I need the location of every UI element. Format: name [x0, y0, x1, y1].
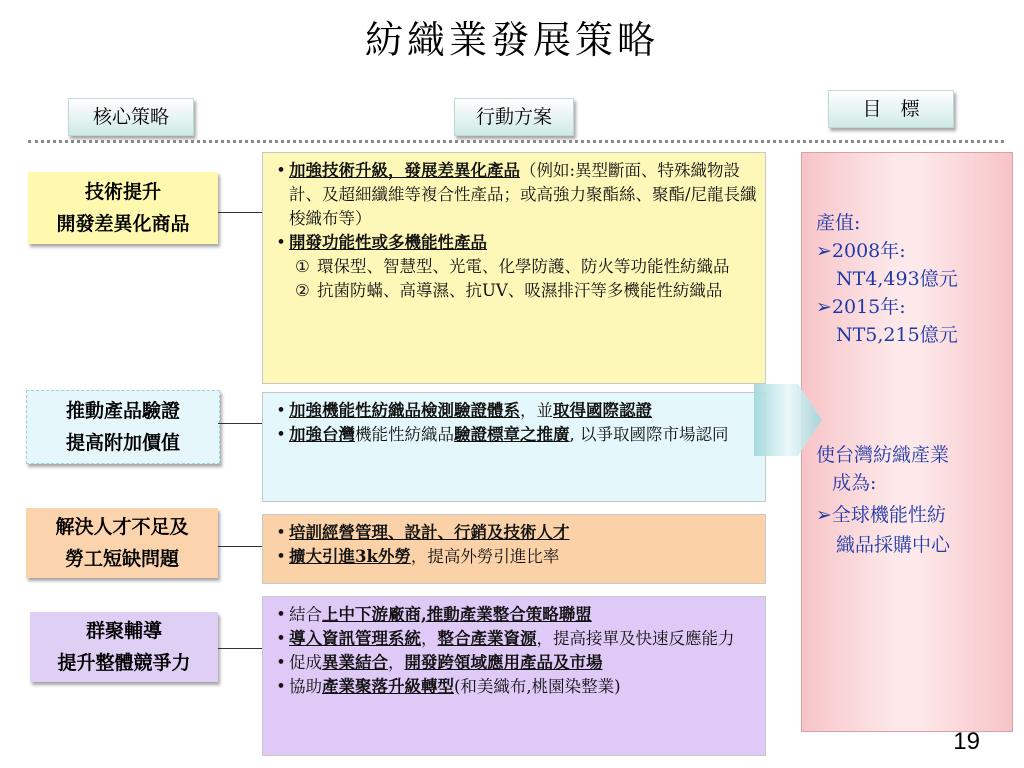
action-item — [273, 603, 757, 627]
strategy-line: 推動產品驗證 — [65, 400, 180, 422]
action-box-talent — [262, 514, 766, 584]
strategy-line: 開發差異化商品 — [56, 213, 190, 235]
action-item — [273, 627, 757, 651]
action-box-technology — [262, 152, 766, 384]
circled-number: ① — [295, 257, 310, 276]
circled-number: ② — [295, 281, 310, 300]
strategy-box-talent — [26, 508, 218, 578]
action-text: ，提高外勞引進比率 — [410, 547, 560, 566]
connector-line — [218, 648, 262, 649]
goal-box — [801, 152, 1013, 732]
action-key-phrase: 加強機能性紡織品檢測驗證體系 — [289, 401, 520, 420]
page-number: 19 — [953, 728, 980, 755]
connector-line — [218, 423, 262, 424]
goal-vision-line: 織品採購中心 — [836, 534, 951, 556]
action-text: ， — [388, 653, 405, 672]
action-item — [273, 399, 757, 423]
action-key-phrase: 培訓經營管理、設計、行銷及技術人才 — [289, 523, 570, 542]
action-text: 結合 — [289, 605, 322, 624]
action-item — [273, 159, 757, 231]
action-text: 促成 — [289, 653, 322, 672]
bullet-icon: • — [276, 677, 286, 696]
connector-line — [218, 546, 262, 547]
divider-dotted-line — [28, 140, 1004, 143]
goal-year-2008: ➢2008年: — [816, 240, 906, 262]
action-key-phrase: 異業結合 — [322, 653, 388, 672]
strategy-box-cluster — [30, 612, 218, 682]
goal-vision-line: 成為: — [832, 472, 877, 494]
goal-output-label: 產值: — [816, 212, 861, 234]
action-box-cluster — [262, 596, 766, 756]
goal-value-2008: NT4,493億元 — [836, 268, 958, 290]
action-text: ，提高接單及快速反應能力 — [536, 629, 735, 648]
action-text: 環保型、智慧型、光電、化學防護、防火等功能性紡織品 — [317, 257, 730, 276]
action-text: (和美織布,桃園染整業) — [454, 677, 621, 696]
action-text: ， — [421, 629, 438, 648]
action-key-phrase: 擴大引進3k外勞 — [289, 547, 411, 566]
goal-vision-line: 使台灣紡織產業 — [816, 444, 950, 466]
action-key-phrase: 導入資訊管理系統 — [289, 629, 421, 648]
bullet-icon: • — [276, 401, 286, 420]
strategy-line: 解決人才不足及 — [55, 516, 189, 538]
action-text: （例如:異型斷面、特殊織物設計、及超細纖維等複合性產品；或高強力聚酯絲、聚酯/尼龍長纖梭織布等） — [289, 161, 757, 228]
goal-vision-line: ➢全球機能性紡 — [816, 504, 946, 526]
action-key-phrase: 驗證標章之推廣 — [454, 425, 570, 444]
bullet-icon: • — [276, 425, 286, 444]
bullet-icon: • — [276, 161, 286, 180]
header-action-plan: 行動方案 — [454, 98, 574, 136]
strategy-line: 勞工短缺問題 — [64, 548, 179, 570]
connector-line — [218, 212, 262, 213]
action-key-phrase: 開發跨領域應用產品及市場 — [404, 653, 603, 672]
bullet-icon: • — [276, 653, 286, 672]
action-subitem — [273, 279, 757, 303]
bullet-icon: • — [276, 629, 286, 648]
action-item — [273, 521, 757, 545]
action-text: 抗菌防蟎、高導濕、抗UV、吸濕排汗等多機能性紡織品 — [317, 281, 723, 300]
bullet-icon: • — [276, 233, 286, 252]
strategy-line: 群聚輔導 — [85, 620, 162, 642]
action-key-phrase: 加強技術升級，發展差異化產品 — [289, 161, 520, 180]
goal-value-2015: NT5,215億元 — [836, 324, 958, 346]
strategy-line: 提升整體競爭力 — [57, 652, 191, 674]
action-item — [273, 545, 757, 569]
action-key-phrase: 取得國際認證 — [553, 401, 652, 420]
action-box-certification — [262, 392, 766, 502]
bullet-icon: • — [276, 547, 286, 566]
strategy-line: 技術提升 — [84, 181, 161, 203]
header-core-strategy: 核心策略 — [68, 98, 194, 136]
action-text: 協助 — [289, 677, 322, 696]
strategy-line: 提高附加價值 — [65, 432, 180, 454]
action-key-phrase: 加強台灣 — [289, 425, 355, 444]
slide-title: 紡織業發展策略 — [364, 18, 659, 62]
action-key-phrase: 上中下游廠商,推動產業整合策略聯盟 — [322, 605, 592, 624]
action-key-phrase: 產業聚落升級轉型 — [322, 677, 454, 696]
strategy-box-certification — [26, 390, 220, 464]
action-item — [273, 231, 757, 255]
header-goal: 目 標 — [828, 90, 954, 128]
goal-year-2015: ➢2015年: — [816, 296, 906, 318]
action-item — [273, 675, 757, 699]
action-text: , 以爭取國際市場認同 — [569, 425, 729, 444]
action-key-phrase: 開發功能性或多機能性產品 — [289, 233, 487, 252]
bullet-icon: • — [276, 605, 286, 624]
arrow-right-icon — [752, 380, 824, 460]
action-key-phrase: 整合產業資源 — [437, 629, 537, 648]
action-text: ，並 — [520, 401, 553, 420]
strategy-box-technology — [28, 172, 218, 244]
bullet-icon: • — [276, 523, 286, 542]
action-text: 機能性紡織品 — [355, 425, 454, 444]
action-subitem — [273, 255, 757, 279]
action-item — [273, 651, 757, 675]
action-item — [273, 423, 757, 447]
